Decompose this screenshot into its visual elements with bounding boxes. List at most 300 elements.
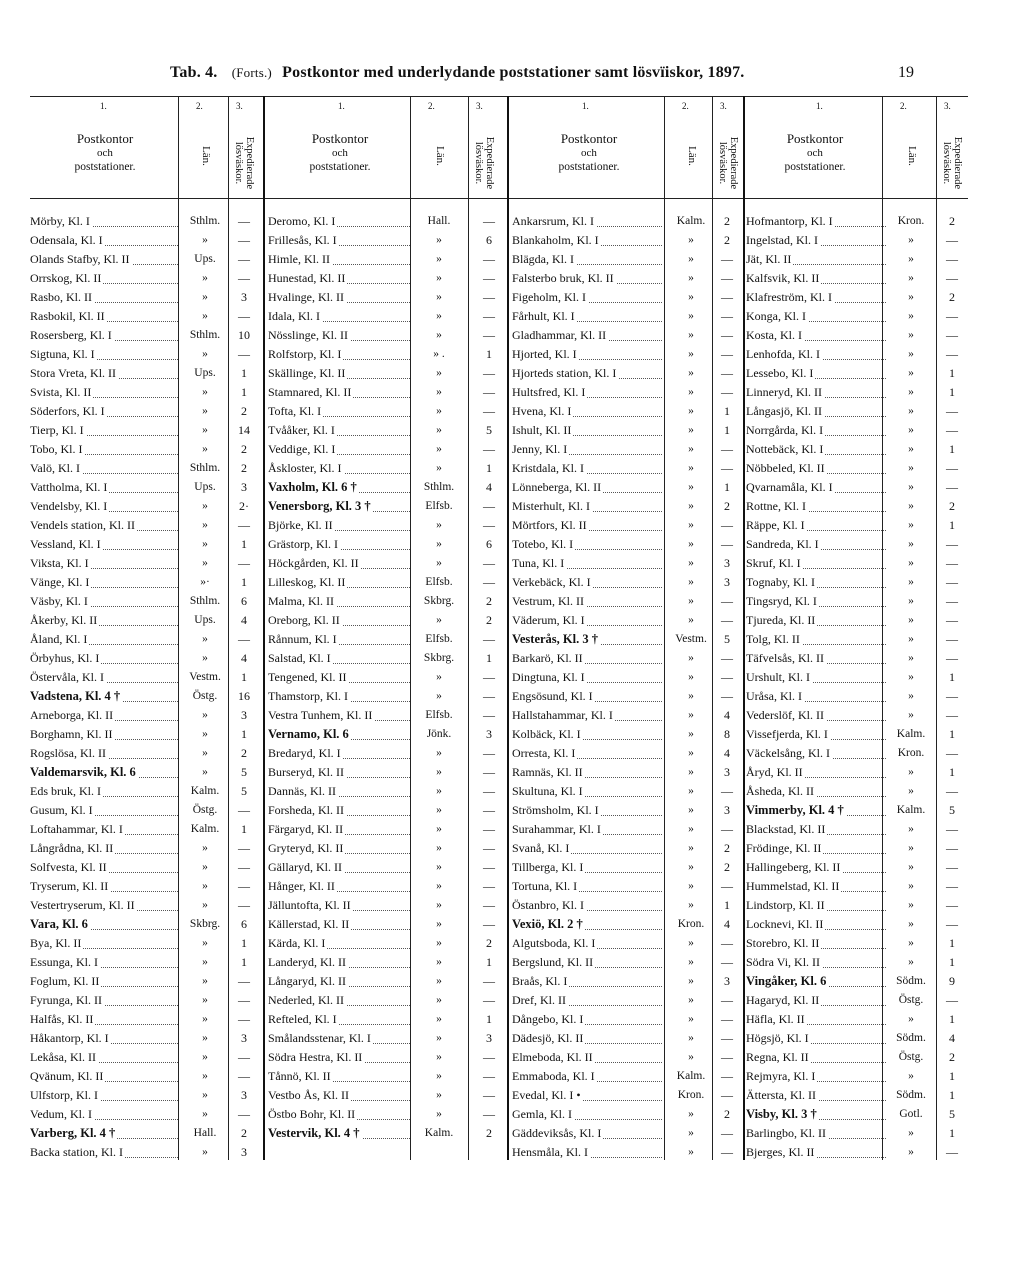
station-label: Falsterbo bruk, Kl. II bbox=[512, 271, 614, 285]
column-number: 2. bbox=[682, 101, 689, 111]
table-row bbox=[30, 554, 262, 573]
table-row bbox=[512, 820, 742, 839]
station-name bbox=[512, 459, 662, 478]
station-label: Vesterås, Kl. 3 † bbox=[512, 632, 598, 646]
lösväskor-cell: — bbox=[483, 575, 495, 589]
table-row bbox=[30, 1124, 262, 1143]
lösväskor-cell: — bbox=[946, 689, 958, 703]
lan-cell: » bbox=[688, 994, 694, 1006]
table-row bbox=[30, 421, 262, 440]
table-row bbox=[30, 364, 262, 383]
station-name bbox=[30, 801, 178, 820]
station-label: Bredaryd, Kl. I bbox=[268, 746, 341, 760]
lösväskor-cell: 3 bbox=[241, 708, 247, 722]
table-row bbox=[746, 592, 968, 611]
lösväskor-cell: 2 bbox=[724, 233, 730, 247]
lan-cell: » bbox=[908, 253, 914, 265]
station-name bbox=[746, 402, 886, 421]
lan-cell: Kron. bbox=[897, 215, 925, 227]
lan-cell: » bbox=[436, 519, 442, 531]
station-name bbox=[746, 1143, 886, 1162]
station-label: Höckgården, Kl. II bbox=[268, 556, 359, 570]
lan-cell: » bbox=[202, 975, 208, 987]
lösväskor-cell: — bbox=[721, 1012, 733, 1026]
station-label: Räppe, Kl. I bbox=[746, 518, 805, 532]
lösväskor-cell: — bbox=[946, 309, 958, 323]
station-label: Hallstahammar, Kl. I bbox=[512, 708, 613, 722]
station-name bbox=[30, 516, 178, 535]
table-row bbox=[512, 516, 742, 535]
station-label: Stora Vreta, Kl. II bbox=[30, 366, 117, 380]
header-och-label: och bbox=[581, 147, 597, 159]
lan-cell: » bbox=[436, 272, 442, 284]
station-label: Vestra Tunhem, Kl. II bbox=[268, 708, 373, 722]
table-row bbox=[30, 231, 262, 250]
table-row bbox=[30, 592, 262, 611]
column-number: 1. bbox=[100, 101, 107, 111]
station-label: Olands Stafby, Kl. II bbox=[30, 252, 130, 266]
lan-cell: » bbox=[436, 1070, 442, 1082]
station-label: Hjorteds station, Kl. I bbox=[512, 366, 617, 380]
lan-cell: » bbox=[436, 1032, 442, 1044]
station-label: Fårhult, Kl. I bbox=[512, 309, 575, 323]
lösväskor-cell: — bbox=[721, 993, 733, 1007]
station-label: Lekåsa, Kl. II bbox=[30, 1050, 96, 1064]
station-name bbox=[512, 440, 662, 459]
lan-cell: » bbox=[908, 842, 914, 854]
lösväskor-cell: — bbox=[483, 404, 495, 418]
table-row bbox=[268, 1124, 506, 1143]
lan-cell: Vestm. bbox=[189, 671, 221, 683]
table-row bbox=[30, 934, 262, 953]
postkontor-name bbox=[268, 478, 410, 497]
station-label: Hvalinge, Kl. II bbox=[268, 290, 344, 304]
table-row bbox=[746, 345, 968, 364]
lan-cell: » bbox=[436, 443, 442, 455]
table-row bbox=[30, 573, 262, 592]
station-label: Södra Hestra, Kl. II bbox=[268, 1050, 363, 1064]
station-label: Rejmyra, Kl. I bbox=[746, 1069, 816, 1083]
table-row bbox=[268, 839, 506, 858]
lan-cell: » bbox=[688, 557, 694, 569]
station-name bbox=[746, 497, 886, 516]
station-label: Skruf, Kl. I bbox=[746, 556, 801, 570]
lan-cell: Södm. bbox=[896, 975, 926, 987]
table-row bbox=[268, 1010, 506, 1029]
station-name bbox=[30, 1086, 178, 1105]
lösväskor-cell: — bbox=[721, 651, 733, 665]
station-name bbox=[512, 706, 662, 725]
lan-cell: Kalm. bbox=[190, 823, 220, 835]
table-row bbox=[30, 516, 262, 535]
lösväskor-cell: 1 bbox=[486, 461, 492, 475]
header-postkontor bbox=[746, 132, 884, 174]
station-label: Högsjö, Kl. I bbox=[746, 1031, 809, 1045]
lan-cell: » bbox=[908, 861, 914, 873]
lan-cell: Gotl. bbox=[899, 1108, 923, 1120]
station-name bbox=[746, 478, 886, 497]
lan-cell: Hall. bbox=[193, 1127, 217, 1139]
station-label: Hunestad, Kl. II bbox=[268, 271, 346, 285]
table-row bbox=[746, 231, 968, 250]
lösväskor-cell: — bbox=[238, 1069, 250, 1083]
lösväskor-cell: — bbox=[483, 271, 495, 285]
station-name bbox=[512, 288, 662, 307]
lösväskor-cell: — bbox=[721, 936, 733, 950]
station-name bbox=[30, 459, 178, 478]
station-label: Gällaryd, Kl. II bbox=[268, 860, 342, 874]
table-row bbox=[30, 630, 262, 649]
lan-cell: » bbox=[688, 538, 694, 550]
column-number: 2. bbox=[428, 101, 435, 111]
station-label: Loftahammar, Kl. I bbox=[30, 822, 123, 836]
station-name bbox=[30, 1105, 178, 1124]
table-row bbox=[268, 801, 506, 820]
table-row bbox=[512, 440, 742, 459]
lösväskor-cell: 6 bbox=[241, 917, 247, 931]
lan-cell: Skbrg. bbox=[423, 595, 455, 607]
lan-cell: » bbox=[436, 937, 442, 949]
table-row bbox=[30, 250, 262, 269]
table-row bbox=[512, 402, 742, 421]
station-name bbox=[512, 212, 662, 231]
table-row bbox=[746, 896, 968, 915]
table-row bbox=[30, 839, 262, 858]
table-row bbox=[268, 383, 506, 402]
lösväskor-cell: — bbox=[238, 271, 250, 285]
lan-cell: » bbox=[202, 405, 208, 417]
lösväskor-cell: 1 bbox=[949, 1012, 955, 1026]
lan-cell: » bbox=[688, 899, 694, 911]
lan-cell: » bbox=[908, 1127, 914, 1139]
station-label: Vimmerby, Kl. 4 † bbox=[746, 803, 844, 817]
station-name bbox=[268, 972, 410, 991]
station-label: Vadstena, Kl. 4 † bbox=[30, 689, 121, 703]
lösväskor-cell: 4 bbox=[724, 917, 730, 931]
lan-cell: » bbox=[688, 975, 694, 987]
station-label: Tobo, Kl. I bbox=[30, 442, 83, 456]
table-row bbox=[512, 896, 742, 915]
station-label: Ankarsrum, Kl. I bbox=[512, 214, 594, 228]
table-row bbox=[512, 592, 742, 611]
lan-cell: » bbox=[908, 709, 914, 721]
page-number: 19 bbox=[898, 64, 914, 81]
station-name bbox=[268, 535, 410, 554]
station-name bbox=[746, 953, 886, 972]
header-expedierade-label: Expedierade lösväskor. bbox=[233, 136, 255, 190]
lan-cell: » bbox=[908, 519, 914, 531]
lösväskor-cell: — bbox=[238, 252, 250, 266]
lan-cell: » bbox=[436, 367, 442, 379]
lan-cell: » bbox=[908, 291, 914, 303]
station-label: Söderfors, Kl. I bbox=[30, 404, 105, 418]
lösväskor-cell: — bbox=[483, 442, 495, 456]
station-name bbox=[512, 516, 662, 535]
station-label: Långrådna, Kl. II bbox=[30, 841, 114, 855]
lan-cell: » bbox=[436, 1051, 442, 1063]
lösväskor-cell: 2 bbox=[724, 841, 730, 855]
station-name bbox=[268, 782, 410, 801]
table-row bbox=[30, 801, 262, 820]
lan-cell: » bbox=[202, 747, 208, 759]
lan-cell: » bbox=[202, 766, 208, 778]
table-row bbox=[746, 554, 968, 573]
lan-cell: » bbox=[202, 842, 208, 854]
lösväskor-cell: 2 bbox=[486, 613, 492, 627]
station-name bbox=[512, 991, 662, 1010]
station-label: Ingelstad, Kl. I bbox=[746, 233, 818, 247]
lösväskor-cell: — bbox=[483, 518, 495, 532]
table-row bbox=[30, 744, 262, 763]
header-poststationer-label: poststationer. bbox=[74, 161, 136, 173]
station-label: Algutsboda, Kl. I bbox=[512, 936, 596, 950]
station-name bbox=[268, 231, 410, 250]
station-name bbox=[30, 497, 178, 516]
lan-cell: » bbox=[908, 481, 914, 493]
lan-cell: » bbox=[202, 1146, 208, 1158]
lan-cell: Östg. bbox=[898, 994, 924, 1006]
table-row bbox=[746, 516, 968, 535]
lan-cell: » bbox=[436, 804, 442, 816]
station-label: Södra Vi, Kl. II bbox=[746, 955, 821, 969]
lösväskor-cell: — bbox=[483, 841, 495, 855]
station-label: Vestertryserum, Kl. II bbox=[30, 898, 135, 912]
postkontor-name bbox=[512, 630, 662, 649]
station-name bbox=[746, 706, 886, 725]
lösväskor-cell: 2 bbox=[241, 746, 247, 760]
table-row bbox=[746, 858, 968, 877]
station-name bbox=[512, 953, 662, 972]
station-label: Hallingeberg, Kl. II bbox=[746, 860, 841, 874]
table-row bbox=[30, 1086, 262, 1105]
station-name bbox=[512, 725, 662, 744]
station-name bbox=[268, 915, 410, 934]
station-label: Backa station, Kl. I bbox=[30, 1145, 123, 1159]
station-label: Åland, Kl. I bbox=[30, 632, 88, 646]
table-row bbox=[268, 212, 506, 231]
station-label: Blackstad, Kl. II bbox=[746, 822, 826, 836]
station-name bbox=[268, 440, 410, 459]
station-name bbox=[30, 1143, 178, 1162]
station-label: Färgaryd, Kl. II bbox=[268, 822, 344, 836]
table-row bbox=[30, 1105, 262, 1124]
lan-cell: » bbox=[436, 462, 442, 474]
table-row bbox=[512, 478, 742, 497]
lösväskor-cell: — bbox=[483, 328, 495, 342]
header-expedierade-label: Expedierade lösväskor. bbox=[941, 136, 963, 190]
table-row bbox=[746, 1105, 968, 1124]
lan-cell: » bbox=[436, 861, 442, 873]
table-row bbox=[746, 725, 968, 744]
station-label: Klafreström, Kl. I bbox=[746, 290, 832, 304]
station-name bbox=[268, 307, 410, 326]
postkontor-name bbox=[30, 763, 178, 782]
station-name bbox=[512, 896, 662, 915]
header-poststationer-label: poststationer. bbox=[309, 161, 371, 173]
station-label: Rottne, Kl. I bbox=[746, 499, 806, 513]
station-name bbox=[30, 820, 178, 839]
table-row bbox=[512, 991, 742, 1010]
lan-cell: Östg. bbox=[898, 1051, 924, 1063]
lösväskor-cell: 10 bbox=[238, 328, 250, 342]
table-row bbox=[268, 535, 506, 554]
lösväskor-cell: 2· bbox=[239, 499, 249, 513]
station-name bbox=[268, 744, 410, 763]
lan-cell: » bbox=[908, 937, 914, 949]
station-name bbox=[268, 896, 410, 915]
table-row bbox=[268, 820, 506, 839]
station-label: Nottebäck, Kl. I bbox=[746, 442, 824, 456]
lösväskor-cell: — bbox=[483, 708, 495, 722]
lösväskor-cell: 1 bbox=[486, 347, 492, 361]
station-name bbox=[268, 649, 410, 668]
station-name bbox=[746, 877, 886, 896]
station-label: Lilleskog, Kl. II bbox=[268, 575, 346, 589]
table-row bbox=[512, 250, 742, 269]
station-name bbox=[30, 307, 178, 326]
table-row bbox=[30, 1010, 262, 1029]
station-name bbox=[746, 459, 886, 478]
lan-cell: » bbox=[436, 253, 442, 265]
station-label: Åskloster, Kl. I bbox=[268, 461, 342, 475]
table-row bbox=[746, 1067, 968, 1086]
lösväskor-cell: — bbox=[946, 537, 958, 551]
station-name bbox=[30, 478, 178, 497]
lan-cell: » bbox=[908, 234, 914, 246]
station-label: Skultuna, Kl. I bbox=[512, 784, 583, 798]
station-label: Väckelsång, Kl. I bbox=[746, 746, 830, 760]
header-postkontor-label: Postkontor bbox=[311, 131, 369, 146]
block-separator-rule bbox=[263, 96, 265, 1160]
station-label: Qvänum, Kl. II bbox=[30, 1069, 104, 1083]
table-row bbox=[30, 991, 262, 1010]
column-header bbox=[30, 118, 262, 198]
lösväskor-cell: 9 bbox=[949, 974, 955, 988]
station-name bbox=[30, 744, 178, 763]
lösväskor-cell: 2 bbox=[486, 1126, 492, 1140]
table-row bbox=[512, 1143, 742, 1162]
station-label: Vattholma, Kl. I bbox=[30, 480, 108, 494]
table-row bbox=[746, 915, 968, 934]
lan-cell: » bbox=[908, 367, 914, 379]
lösväskor-cell: 1 bbox=[949, 385, 955, 399]
station-label: Himle, Kl. II bbox=[268, 252, 330, 266]
lösväskor-cell: — bbox=[946, 404, 958, 418]
lösväskor-cell: — bbox=[483, 746, 495, 760]
lösväskor-cell: — bbox=[946, 461, 958, 475]
station-label: Ramnäs, Kl. II bbox=[512, 765, 583, 779]
lan-cell: Östg. bbox=[192, 804, 218, 816]
lan-cell: Ups. bbox=[194, 367, 216, 379]
postkontor-name bbox=[746, 1105, 886, 1124]
table-row bbox=[268, 991, 506, 1010]
lösväskor-cell: 3 bbox=[241, 1031, 247, 1045]
station-name bbox=[30, 611, 178, 630]
table-row bbox=[746, 383, 968, 402]
lösväskor-cell: — bbox=[238, 309, 250, 323]
table-row bbox=[268, 611, 506, 630]
header-och-label: och bbox=[807, 147, 823, 159]
table-row bbox=[512, 972, 742, 991]
station-label: Barkarö, Kl. II bbox=[512, 651, 583, 665]
lan-cell: » bbox=[436, 291, 442, 303]
station-name bbox=[512, 364, 662, 383]
lan-cell: » bbox=[202, 709, 208, 721]
lösväskor-cell: — bbox=[238, 974, 250, 988]
table-row bbox=[512, 801, 742, 820]
station-label: Valdemarsvik, Kl. 6 bbox=[30, 765, 136, 779]
lösväskor-cell: — bbox=[483, 252, 495, 266]
lösväskor-cell: — bbox=[238, 993, 250, 1007]
station-label: Tofta, Kl. I bbox=[268, 404, 322, 418]
lan-cell: » bbox=[688, 937, 694, 949]
station-name bbox=[30, 1067, 178, 1086]
station-label: Vedum, Kl. I bbox=[30, 1107, 92, 1121]
lan-cell: Kron. bbox=[897, 747, 925, 759]
lan-cell: » bbox=[688, 880, 694, 892]
header-lan-label: Län. bbox=[905, 146, 918, 166]
table-row bbox=[30, 440, 262, 459]
station-label: Rasbokil, Kl. II bbox=[30, 309, 105, 323]
lösväskor-cell: — bbox=[946, 347, 958, 361]
station-name bbox=[512, 782, 662, 801]
table-row bbox=[30, 668, 262, 687]
table-row bbox=[268, 877, 506, 896]
lösväskor-cell: 6 bbox=[241, 594, 247, 608]
lösväskor-cell: 2 bbox=[949, 1050, 955, 1064]
lösväskor-cell: — bbox=[946, 632, 958, 646]
station-label: Tortuna, Kl. I bbox=[512, 879, 578, 893]
lösväskor-cell: 1 bbox=[949, 442, 955, 456]
station-label: Vaxholm, Kl. 6 † bbox=[268, 480, 357, 494]
postkontor-name bbox=[30, 915, 178, 934]
station-label: Tjureda, Kl. II bbox=[746, 613, 816, 627]
station-label: Lönneberga, Kl. II bbox=[512, 480, 602, 494]
station-label: Foglum, Kl. II bbox=[30, 974, 100, 988]
lan-cell: » bbox=[202, 1108, 208, 1120]
lösväskor-cell: — bbox=[721, 955, 733, 969]
lösväskor-cell: — bbox=[238, 233, 250, 247]
lösväskor-cell: — bbox=[483, 290, 495, 304]
table-row bbox=[268, 421, 506, 440]
lan-cell: » bbox=[688, 690, 694, 702]
lösväskor-cell: — bbox=[946, 252, 958, 266]
header-postkontor-label: Postkontor bbox=[76, 131, 134, 146]
lan-cell: Ups. bbox=[194, 481, 216, 493]
lösväskor-cell: 1 bbox=[241, 955, 247, 969]
lösväskor-cell: — bbox=[721, 1069, 733, 1083]
lösväskor-cell: 3 bbox=[724, 765, 730, 779]
table-row bbox=[746, 212, 968, 231]
lan-cell: » bbox=[436, 690, 442, 702]
table-row bbox=[746, 307, 968, 326]
lösväskor-cell: — bbox=[721, 670, 733, 684]
lösväskor-cell: — bbox=[721, 689, 733, 703]
lösväskor-cell: 2 bbox=[949, 290, 955, 304]
lösväskor-cell: 2 bbox=[724, 1107, 730, 1121]
station-label: Burseryd, Kl. II bbox=[268, 765, 344, 779]
lösväskor-cell: — bbox=[946, 651, 958, 665]
header-postkontor-label: Postkontor bbox=[560, 131, 618, 146]
table-row bbox=[268, 972, 506, 991]
station-name bbox=[268, 877, 410, 896]
column-number: 3. bbox=[236, 101, 243, 111]
station-label: Hensmåla, Kl. I bbox=[512, 1145, 588, 1159]
station-name bbox=[512, 649, 662, 668]
lösväskor-cell: — bbox=[238, 841, 250, 855]
station-label: Sandreda, Kl. I bbox=[746, 537, 819, 551]
table-row bbox=[746, 288, 968, 307]
